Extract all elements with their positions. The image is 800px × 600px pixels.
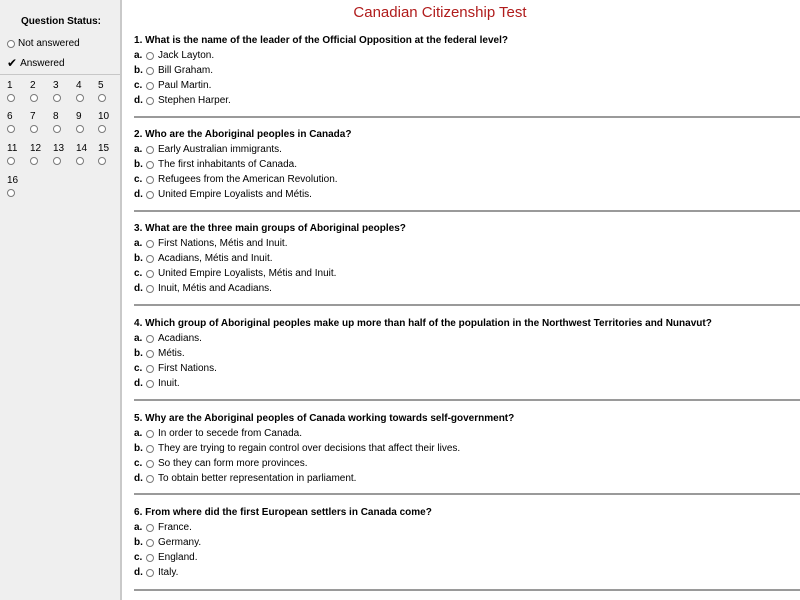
question-status-sidebar bbox=[0, 0, 122, 600]
answer-letter: b. bbox=[134, 537, 143, 548]
question-nav-number: 11 bbox=[7, 143, 18, 154]
answer-letter: d. bbox=[134, 473, 143, 484]
answer-letter: d. bbox=[134, 378, 143, 389]
question-nav-radio[interactable] bbox=[30, 157, 38, 165]
answer-letter: c. bbox=[134, 458, 143, 469]
answer-label[interactable]: Acadians, Métis and Inuit. bbox=[158, 253, 273, 264]
test-main-panel bbox=[124, 0, 800, 600]
answer-radio[interactable] bbox=[146, 460, 154, 468]
question-number: 5 bbox=[134, 413, 140, 424]
answer-letter: b. bbox=[134, 443, 143, 454]
question-nav-radio[interactable] bbox=[53, 125, 61, 133]
answer-radio[interactable] bbox=[146, 240, 154, 248]
answer-option[interactable] bbox=[134, 266, 800, 281]
question-divider bbox=[134, 399, 800, 401]
answer-option[interactable] bbox=[134, 236, 800, 251]
question-nav-15[interactable] bbox=[98, 143, 120, 169]
question-nav-number: 1 bbox=[7, 80, 13, 91]
question-nav-number: 6 bbox=[7, 111, 13, 122]
question-text bbox=[134, 222, 800, 236]
question-nav-14[interactable] bbox=[76, 143, 98, 169]
question-prompt: . What are the three main groups of Aboriginal peoples? bbox=[139, 223, 406, 234]
answer-radio[interactable] bbox=[146, 350, 154, 358]
answer-option[interactable] bbox=[134, 63, 800, 78]
question-prompt: . Who are the Aboriginal peoples in Canada? bbox=[139, 129, 352, 140]
answer-letter: a. bbox=[134, 238, 143, 249]
answer-letter: a. bbox=[134, 144, 143, 155]
legend-answered-label: Answered bbox=[20, 57, 65, 69]
question-nav-9[interactable] bbox=[76, 111, 98, 137]
answer-option[interactable] bbox=[134, 48, 800, 63]
question-nav-11[interactable] bbox=[7, 143, 29, 169]
answer-label[interactable]: In order to secede from Canada. bbox=[158, 428, 302, 439]
answer-label[interactable]: To obtain better representation in parliament. bbox=[158, 473, 357, 484]
question-nav-16[interactable] bbox=[7, 175, 29, 201]
answer-label[interactable]: Refugees from the American Revolution. bbox=[158, 174, 338, 185]
question-nav-number: 2 bbox=[30, 80, 36, 91]
question-prompt: . Which group of Aboriginal peoples make up more than half of the population in the Northwest Territories and Nunavut? bbox=[139, 318, 712, 329]
answer-radio[interactable] bbox=[146, 161, 154, 169]
answer-label[interactable]: Jack Layton. bbox=[158, 50, 215, 61]
question-nav-number: 10 bbox=[98, 111, 110, 122]
answer-letter: a. bbox=[134, 522, 143, 533]
answer-letter: c. bbox=[134, 363, 143, 374]
answer-radio[interactable] bbox=[146, 335, 154, 343]
question-nav-radio[interactable] bbox=[98, 157, 106, 165]
question-nav-number: 9 bbox=[76, 111, 82, 122]
question-nav-radio[interactable] bbox=[30, 94, 38, 102]
answer-option[interactable] bbox=[134, 441, 800, 456]
question-nav-13[interactable] bbox=[53, 143, 75, 169]
answer-label[interactable]: Early Australian immigrants. bbox=[158, 144, 282, 155]
answer-option[interactable] bbox=[134, 426, 800, 441]
question-nav-6[interactable] bbox=[7, 111, 29, 137]
question-nav-number: 15 bbox=[98, 143, 110, 154]
answer-letter: c. bbox=[134, 174, 143, 185]
answer-label[interactable]: Acadians. bbox=[158, 333, 202, 344]
answer-radio[interactable] bbox=[146, 285, 154, 293]
question-nav-radio[interactable] bbox=[7, 189, 15, 197]
answer-radio[interactable] bbox=[146, 569, 154, 577]
answer-letter: b. bbox=[134, 253, 143, 264]
answer-letter: c. bbox=[134, 80, 143, 91]
question-nav-number: 16 bbox=[7, 175, 19, 186]
answer-letter: b. bbox=[134, 348, 143, 359]
question-nav-radio[interactable] bbox=[7, 125, 15, 133]
answer-label[interactable]: Stephen Harper. bbox=[158, 95, 231, 106]
question-nav-5[interactable] bbox=[98, 80, 120, 106]
radio-icon bbox=[7, 40, 15, 48]
question-nav-radio[interactable] bbox=[76, 157, 84, 165]
question-nav-radio[interactable] bbox=[98, 125, 106, 133]
question-nav-number: 4 bbox=[76, 80, 82, 91]
answer-radio[interactable] bbox=[146, 270, 154, 278]
answer-letter: c. bbox=[134, 268, 143, 279]
question-nav-number: 12 bbox=[30, 143, 42, 154]
answer-radio[interactable] bbox=[146, 67, 154, 75]
answer-option[interactable] bbox=[134, 93, 800, 108]
question-2 bbox=[134, 128, 800, 202]
answer-letter: c. bbox=[134, 552, 143, 563]
question-divider bbox=[134, 589, 800, 591]
question-nav-number: 8 bbox=[53, 111, 59, 122]
answer-option[interactable] bbox=[134, 520, 800, 535]
question-6 bbox=[134, 506, 800, 580]
question-prompt: . From where did the first European settlers in Canada come? bbox=[139, 507, 432, 518]
question-nav-radio[interactable] bbox=[53, 94, 61, 102]
answer-option[interactable] bbox=[134, 535, 800, 550]
answer-option[interactable] bbox=[134, 172, 800, 187]
question-nav-radio[interactable] bbox=[98, 94, 106, 102]
answer-label[interactable]: First Nations, Métis and Inuit. bbox=[158, 238, 288, 249]
answer-radio[interactable] bbox=[146, 191, 154, 199]
answer-label[interactable]: So they can form more provinces. bbox=[158, 458, 308, 469]
answer-label[interactable]: First Nations. bbox=[158, 363, 217, 374]
question-text bbox=[134, 412, 800, 426]
question-nav-radio[interactable] bbox=[53, 157, 61, 165]
question-number: 6 bbox=[134, 507, 140, 518]
answer-letter: a. bbox=[134, 50, 143, 61]
answer-option[interactable] bbox=[134, 456, 800, 471]
question-prompt: . Why are the Aboriginal peoples of Canada working towards self-government? bbox=[139, 413, 515, 424]
answer-label[interactable]: France. bbox=[158, 522, 192, 533]
answer-letter: d. bbox=[134, 189, 143, 200]
question-nav-radio[interactable] bbox=[76, 125, 84, 133]
answer-radio[interactable] bbox=[146, 380, 154, 388]
question-number: 2 bbox=[134, 129, 140, 140]
answer-letter: d. bbox=[134, 567, 143, 578]
answer-radio[interactable] bbox=[146, 430, 154, 438]
question-nav-radio[interactable] bbox=[30, 125, 38, 133]
question-status-title: Question Status: bbox=[20, 16, 101, 27]
answer-letter: d. bbox=[134, 95, 143, 106]
question-1 bbox=[134, 34, 800, 108]
answer-option[interactable] bbox=[134, 281, 800, 296]
answer-radio[interactable] bbox=[146, 445, 154, 453]
answer-radio[interactable] bbox=[146, 82, 154, 90]
answer-label[interactable]: Germany. bbox=[158, 537, 202, 548]
question-nav-number: 5 bbox=[98, 80, 104, 91]
question-nav-number: 13 bbox=[53, 143, 65, 154]
answer-radio[interactable] bbox=[146, 524, 154, 532]
answer-option[interactable] bbox=[134, 157, 800, 172]
question-nav-2[interactable] bbox=[30, 80, 52, 106]
question-nav-3[interactable] bbox=[53, 80, 75, 106]
question-nav-number: 14 bbox=[76, 143, 88, 154]
answer-radio[interactable] bbox=[146, 365, 154, 373]
checkmark-icon: ✔ bbox=[7, 56, 18, 70]
question-nav-radio[interactable] bbox=[7, 94, 15, 102]
answer-option[interactable] bbox=[134, 346, 800, 361]
question-5 bbox=[134, 412, 800, 486]
question-nav-4[interactable] bbox=[76, 80, 98, 106]
question-divider bbox=[134, 210, 800, 212]
question-nav-10[interactable] bbox=[98, 111, 120, 137]
page-title: Canadian Citizenship Test bbox=[353, 4, 527, 21]
answer-option[interactable] bbox=[134, 550, 800, 565]
answer-label[interactable]: Métis. bbox=[158, 348, 185, 359]
question-number: 3 bbox=[134, 223, 140, 234]
question-nav-7[interactable] bbox=[30, 111, 52, 137]
answer-radio[interactable] bbox=[146, 539, 154, 547]
legend-not-answered bbox=[7, 38, 80, 49]
legend-not-answered-label: Not answered bbox=[18, 38, 80, 49]
answer-option[interactable] bbox=[134, 78, 800, 93]
answer-radio[interactable] bbox=[146, 52, 154, 60]
answer-letter: d. bbox=[134, 283, 143, 294]
question-nav-radio[interactable] bbox=[7, 157, 15, 165]
question-text bbox=[134, 317, 800, 331]
answer-radio[interactable] bbox=[146, 554, 154, 562]
answer-label[interactable]: United Empire Loyalists and Métis. bbox=[158, 189, 312, 200]
answer-label[interactable]: Inuit. bbox=[158, 378, 180, 389]
question-divider bbox=[134, 493, 800, 495]
question-nav-radio[interactable] bbox=[76, 94, 84, 102]
answer-radio[interactable] bbox=[146, 255, 154, 263]
answer-letter: b. bbox=[134, 65, 143, 76]
question-divider bbox=[134, 304, 800, 306]
answer-radio[interactable] bbox=[146, 146, 154, 154]
answer-label[interactable]: Bill Graham. bbox=[158, 65, 214, 76]
answer-label[interactable]: United Empire Loyalists, Métis and Inuit. bbox=[158, 268, 337, 279]
answer-label[interactable]: England. bbox=[158, 552, 198, 563]
answer-radio[interactable] bbox=[146, 97, 154, 105]
answer-option[interactable] bbox=[134, 361, 800, 376]
question-nav-number: 3 bbox=[53, 80, 59, 91]
question-text bbox=[134, 128, 800, 142]
answer-label[interactable]: Inuit, Métis and Acadians. bbox=[158, 283, 272, 294]
answer-option[interactable] bbox=[134, 565, 800, 580]
question-number: 4 bbox=[134, 318, 140, 329]
answer-label[interactable]: Italy. bbox=[158, 567, 179, 578]
question-nav-8[interactable] bbox=[53, 111, 75, 137]
question-nav-1[interactable] bbox=[7, 80, 29, 106]
answer-letter: a. bbox=[134, 428, 143, 439]
answer-option[interactable] bbox=[134, 251, 800, 266]
question-text bbox=[134, 506, 800, 520]
legend-answered bbox=[7, 57, 65, 69]
question-prompt: . What is the name of the leader of the Official Opposition at the federal level? bbox=[139, 35, 508, 46]
question-nav-number: 7 bbox=[30, 111, 36, 122]
answer-label[interactable]: They are trying to regain control over decisions that affect their lives. bbox=[158, 443, 461, 454]
answer-option[interactable] bbox=[134, 471, 800, 486]
question-4 bbox=[134, 317, 800, 391]
question-3 bbox=[134, 222, 800, 296]
question-number: 1 bbox=[134, 35, 140, 46]
answer-label[interactable]: Paul Martin. bbox=[158, 80, 212, 91]
answer-radio[interactable] bbox=[146, 176, 154, 184]
answer-letter: a. bbox=[134, 333, 143, 344]
question-divider bbox=[134, 116, 800, 118]
answer-option[interactable] bbox=[134, 331, 800, 346]
answer-option[interactable] bbox=[134, 376, 800, 391]
question-nav-12[interactable] bbox=[30, 143, 52, 169]
answer-option[interactable] bbox=[134, 187, 800, 202]
question-text bbox=[134, 34, 800, 48]
answer-radio[interactable] bbox=[146, 475, 154, 483]
answer-label[interactable]: The first inhabitants of Canada. bbox=[158, 159, 297, 170]
answer-option[interactable] bbox=[134, 142, 800, 157]
legend-divider bbox=[0, 74, 120, 75]
answer-letter: b. bbox=[134, 159, 143, 170]
